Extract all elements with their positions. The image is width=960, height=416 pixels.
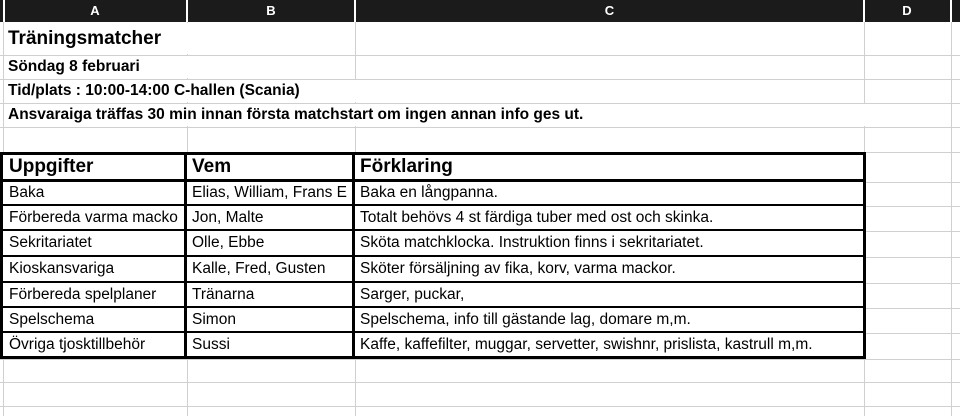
table-row (0, 308, 866, 333)
column-header-bar (0, 0, 960, 22)
gridline (0, 382, 960, 383)
table-row (0, 206, 866, 231)
column-divider (186, 0, 188, 22)
gridline (0, 127, 960, 128)
column-header-d[interactable]: D (902, 3, 912, 18)
cell-date[interactable]: Söndag 8 februari (4, 56, 188, 78)
cell-uppgift[interactable]: Förbereda spelplaner (0, 283, 187, 306)
cell-vem[interactable]: Jon, Malte (187, 206, 355, 229)
cell-title[interactable]: Träningsmatcher (4, 23, 188, 54)
table-row (0, 231, 866, 257)
table-row (0, 333, 866, 359)
cell-time-place[interactable]: Tid/plats : 10:00-14:00 C-hallen (Scania) (4, 80, 357, 102)
cell-uppgift[interactable]: Sekritariatet (0, 231, 187, 255)
cell-forklaring[interactable]: Sköter försäljning av fika, korv, varma mackor. (355, 257, 866, 281)
column-divider (3, 0, 5, 22)
column-divider (863, 0, 865, 22)
cell-note[interactable]: Ansvaraiga träffas 30 min innan första matchstart om ingen annan info ges ut. (4, 104, 865, 126)
cell-vem[interactable]: Kalle, Fred, Gusten (187, 257, 355, 281)
cell-forklaring[interactable]: Baka en långpanna. (355, 182, 866, 204)
column-header-c[interactable]: C (604, 3, 615, 18)
cell-uppgift[interactable]: Spelschema (0, 308, 187, 331)
cell-uppgift[interactable]: Förbereda varma macko (0, 206, 187, 229)
cell-uppgift[interactable]: Baka (0, 182, 187, 204)
gridline (951, 22, 952, 416)
column-header-b[interactable]: B (266, 3, 276, 18)
cell-uppgift[interactable]: Kioskansvariga (0, 257, 187, 281)
cell-vem[interactable]: Olle, Ebbe (187, 231, 355, 255)
header-vem[interactable]: Vem (187, 155, 355, 179)
cell-forklaring[interactable]: Sarger, puckar, (355, 283, 866, 306)
cell-vem[interactable]: Sussi (187, 333, 355, 356)
column-header-a[interactable]: A (90, 3, 100, 18)
table-row (0, 257, 866, 283)
cell-vem[interactable]: Tränarna (187, 283, 355, 306)
cell-vem[interactable]: Elias, William, Frans E (187, 182, 355, 204)
column-divider (354, 0, 356, 22)
gridline (0, 359, 960, 360)
gridline (0, 406, 960, 407)
header-forklaring[interactable]: Förklaring (355, 155, 866, 179)
column-divider (950, 0, 952, 22)
cell-forklaring[interactable]: Totalt behövs 4 st färdiga tuber med ost och skinka. (355, 206, 866, 229)
table-header-row (0, 152, 866, 182)
header-uppgifter[interactable]: Uppgifter (0, 155, 187, 179)
table-row (0, 283, 866, 308)
cell-forklaring[interactable]: Sköta matchklocka. Instruktion finns i sekritariatet. (355, 231, 866, 255)
cell-forklaring[interactable]: Spelschema, info till gästande lag, domare m,m. (355, 308, 866, 331)
table-row (0, 182, 866, 206)
cell-forklaring[interactable]: Kaffe, kaffefilter, muggar, servetter, swishnr, prislista, kastrull m,m. (355, 333, 866, 356)
cell-uppgift[interactable]: Övriga tjosktillbehör (0, 333, 187, 356)
cell-vem[interactable]: Simon (187, 308, 355, 331)
